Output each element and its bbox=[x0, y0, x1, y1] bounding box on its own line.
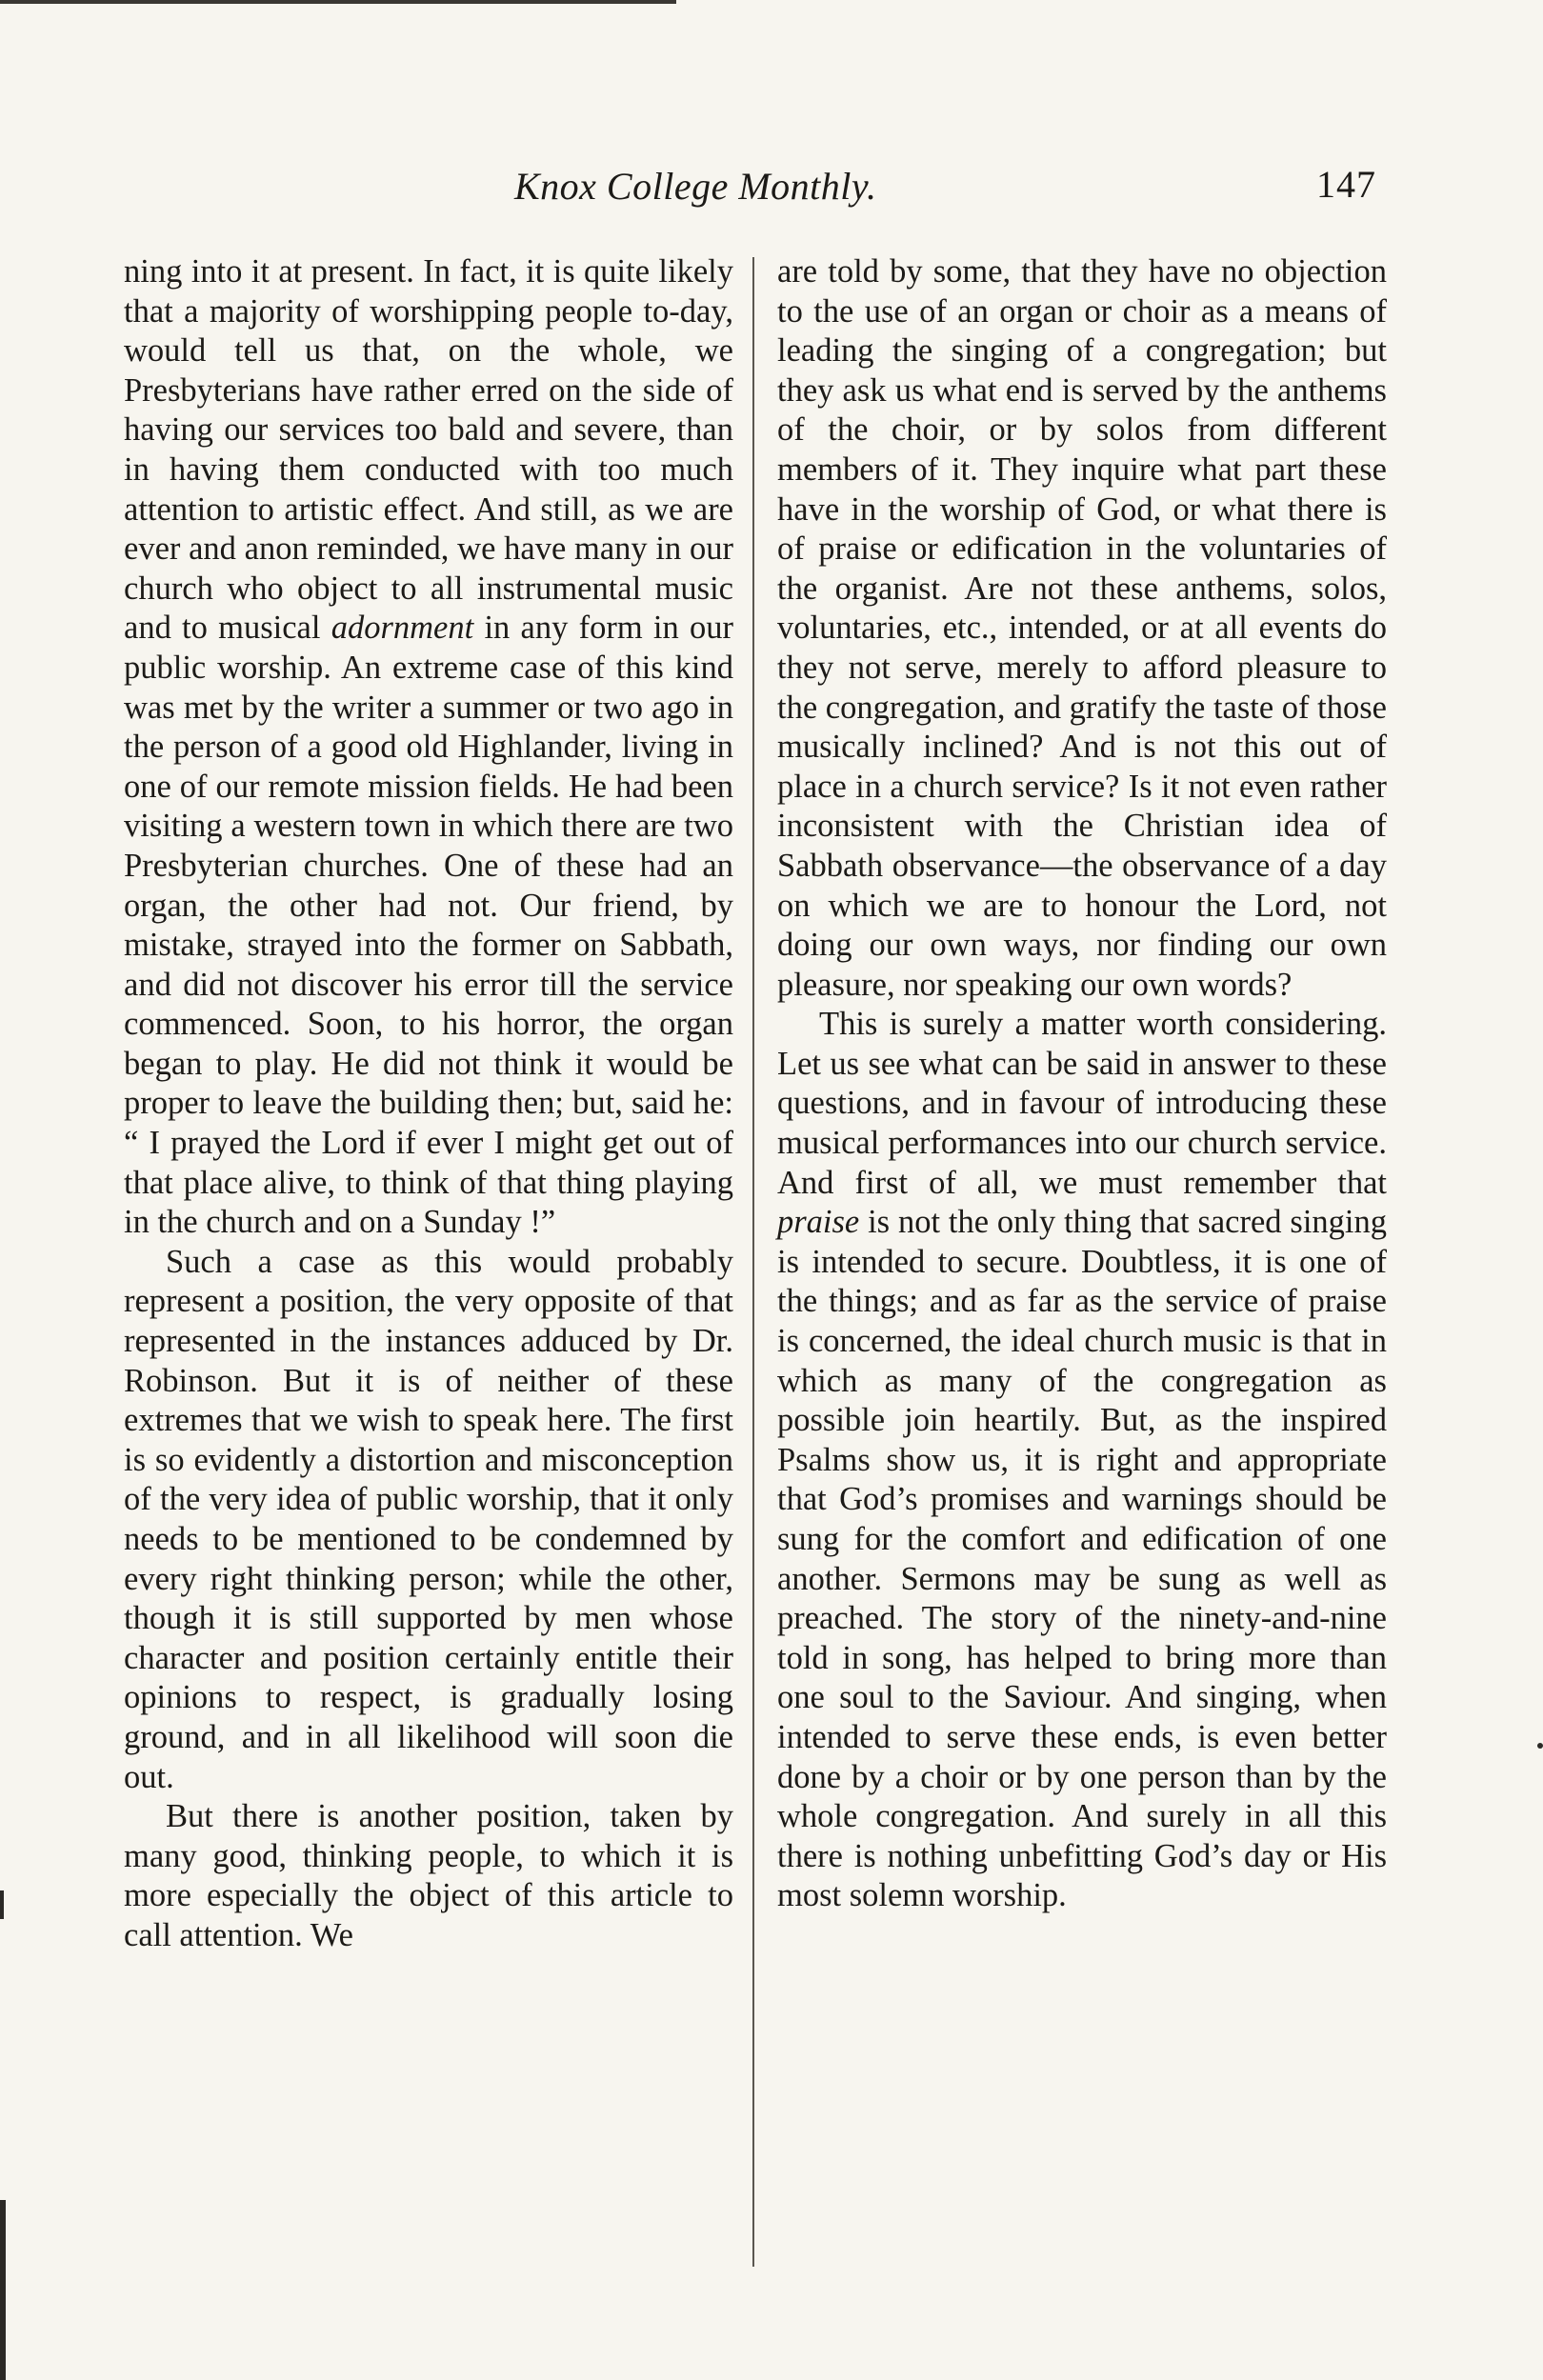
paragraph bbox=[777, 1005, 1387, 1916]
ink-speck bbox=[1537, 1743, 1543, 1749]
paragraph-text: ning into it at present. In fact, it is quite likely that a majority of worshipping people to-day, would tell us that, on the whole, we Presbyterians have rather erred on the side of having our services too bald and severe, than in having them conducted with too much attention to artistic effect. And still, as we are ever and anon reminded, we have many in our church who object to all instrumental music and to musical bbox=[124, 253, 733, 647]
paragraph: are told by some, that they have no objection to the use of an organ or choir as a means of leading the singing of a congregation; but they ask us what end is served by the anthems of the choir, or by solos from different members of it. They inquire what part these have in the worship of God, or what there is of praise or edification in the voluntaries of the organist. Are not these anthems, solos, voluntaries, etc., intended, or at all events do they not serve, merely to afford pleasure to the congregation, and gratify the taste of those musically inclined? And is not this out of place in a church service? Is it not even rather inconsistent with the Christian idea of Sabbath observance—the observance of a day on which we are to honour the Lord, not doing our own ways, nor finding our own pleasure, nor speaking our own words? bbox=[777, 253, 1387, 1003]
page-number: 147 bbox=[1316, 163, 1376, 206]
column-divider bbox=[752, 257, 754, 2267]
paragraph bbox=[124, 252, 733, 1243]
paragraph: Such a case as this would probably represent a position, the very opposite of that represented in the instances adduced by Dr. Robinson. But it is of neither of these extremes that we wish to speak here. The first is so evidently a distortion and misconception of the very idea of public worship, that it only needs to be mentioned to be condemned by every right thinking person; while the other, though it is still supported by men whose character and position certainly entitle their opinions to respect, is gradually losing ground, and in all likelihood will soon die out. bbox=[124, 1243, 733, 1795]
paragraph-text: This is surely a matter worth considering. Let us see what can be said in answer to these questions, and in favour of introducing these musical performances into our church service. And first of all, we must remember that bbox=[777, 1006, 1387, 1201]
emphasized-word: adornment bbox=[331, 610, 474, 647]
top-rule bbox=[0, 0, 676, 4]
right-column bbox=[777, 252, 1387, 1916]
left-column bbox=[124, 252, 733, 1956]
paragraph-text: in any form in our public worship. An extreme case of this kind was met by the writer a summer or two ago in the person of a good old Highlander, living in one of our remote mission fields. He had been visiting a western town in which there are two Presbyterian churches. One of these had an organ, the other had not. Our friend, by mistake, strayed into the former on Sabbath, and did not discover his error till the service commenced. Soon, to his horror, the organ began to play. He did not think it would be proper to leave the building then; but, said he: “ I prayed the Lord if ever I might get out of that place alive, to think of that thing playing in the church and on a Sunday !” bbox=[124, 610, 733, 1241]
binding-edge-mark bbox=[0, 2200, 6, 2380]
emphasized-word: praise bbox=[777, 1204, 860, 1241]
paragraph-text: is not the only thing that sacred singing is intended to secure. Doubtless, it is one of the things; and as far as the service of praise is concerned, the ideal church music is that in which as many of the congregation as possible join heartily. But, as the inspired Psalms show us, it is right and appropriate that God’s promises and warnings should be sung for the comfort and edification of one another. Sermons may be sung as well as preached. The story of the ninety-and-nine told in song, has helped to bring more than one soul to the Saviour. And singing, when intended to serve these ends, is even better done by a choir or by one person than by the whole congregation. And surely in all this there is nothing unbefitting God’s day or His most solemn worship. bbox=[777, 1204, 1387, 1914]
running-header-title: Knox College Monthly. bbox=[514, 165, 877, 208]
paragraph: But there is another position, taken by many good, thinking people, to which it is more especially the object of this article to call attention. We bbox=[124, 1798, 733, 1953]
page-edge-mark bbox=[0, 1890, 4, 1919]
